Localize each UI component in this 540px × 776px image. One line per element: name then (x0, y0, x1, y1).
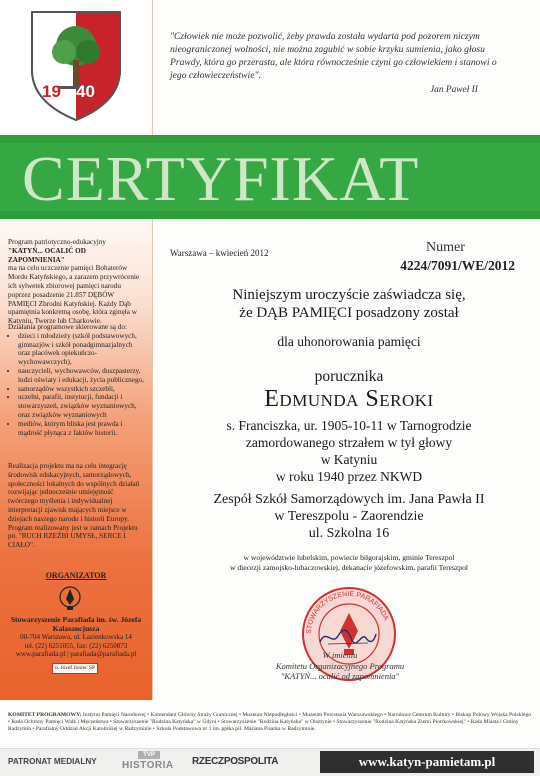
certification-statement (158, 286, 540, 322)
signature (318, 626, 378, 648)
location-line-2: w diecezji zamojsko-lubaczowskiej, dekanacie józefowskim, parafii Tereszpol (229, 563, 468, 572)
organizer-phone: tel. (22) 6251055, fax: (22) 6250873 (24, 641, 128, 650)
statement-line-1: Niniejszym uroczyście zaświadcza się, (232, 287, 466, 303)
bio-line-4: w roku 1940 przez NKWD (275, 469, 423, 484)
honoree-bio (158, 417, 540, 485)
list-item: • dzieci i młodzieży (szkół podstawowych, gimnazjów i szkół ponadgimnazjalnych oraz placówek opiekuńczo-wychowawczych), (18, 332, 144, 367)
katyn-shield-logo (28, 10, 124, 122)
bio-line-2: zamordowanego strzałem w tył głowy (245, 435, 453, 450)
logo-year-left: 19 (42, 82, 61, 101)
organizer-address: 00-704 Warszawa, ul. Łazienkowska 14 (20, 633, 132, 641)
list-item: • uczelni, parafii, instytucji, fundacji i stowarzyszeń, związków wyznaniowych, oraz związków wyznaniowych (18, 393, 144, 419)
logo-year-right: 40 (76, 82, 95, 101)
rzeczpospolita-logo: RZECZPOSPOLITA (192, 756, 279, 767)
sidebar-intro-body: ma na celu uczczenie pamięci Bohaterów Mordu Katyńskiego, a zarazem przywrócenie ich sylwetek zbiorowej pamięci narodu poprzez posadzenie 21.857 DĘBÓW PAMIĘCI Zbrodni Katyńskiej. Każdy Dąb upamiętnia konkretną osobę, która zginęła w Katyniu, Twerze lub Charkowie. (8, 264, 140, 326)
sidebar-intro (8, 238, 144, 326)
school-line-1: Zespół Szkół Samorządowych im. Jana Pawła II (213, 492, 485, 507)
list-item: • mediów, którym bliska jest prawda i mądrość płynąca z faktów historii. (18, 420, 144, 438)
location-info (158, 553, 540, 573)
organizer-sponsor: o. Józef Joniec SP (52, 663, 98, 674)
organizer-name: Stowarzyszenie Parafiada im. św. Józefa Kalasancjusza (10, 615, 142, 633)
number-label: Numer (426, 240, 465, 255)
sidebar-actions-list (8, 332, 144, 438)
committee-members: Instytut Pamięci Narodowej • Komendant Główny Straży Granicznej • Muzeum Niepodległości • Muzeum Powstania Warszawskiego • Narodowe Centrum Kultury • Biskup Polowy Wojska Polskiego • Rada Ochrony Pamięci Walk i Męczeństwa • Stowarzyszenie "Rodzina Katyńska" w Gdyni • Stowarzyszenie "Rodzina Katyńska" w Olsztynie • Stowarzyszenie "Rodzina Katyńska Ziemi Piotrkowskiej" • Rada Miasta i Gminy Radzymin • Parafialny Oddział Akcji Katolickiej w Radzyminie • Szkoła Podstawowa nr 1 im. ppłka pil. Mariana Pisarka w Radzyminie. (8, 712, 532, 732)
bio-line-1: s. Franciszka, ur. 1905-10-11 w Tarnogrodzie (226, 418, 472, 433)
sidebar-program-title: "KATYŃ... OCALIĆ OD ZAPOMNIENIA" (8, 246, 86, 264)
caption-line-1: W imieniu (322, 650, 358, 660)
place-date: Warszawa – kwiecień 2012 (170, 248, 269, 258)
organizer-web: www.parafiada.pl | parafiada@parafiada.pl (15, 650, 137, 658)
program-committee (8, 712, 532, 733)
statement-line-2: że DĄB PAMIĘCI posadzony został (239, 305, 459, 321)
organizer-details (8, 616, 144, 659)
sidebar-actions (8, 323, 144, 437)
location-line-1: w województwie lubelskim, powiecie biłgorajskim, gminie Tereszpol (243, 553, 455, 562)
school-line-2: w Tereszpolu - Zaorendzie (274, 509, 424, 524)
signature-caption (170, 650, 510, 682)
school-line-3: ul. Szkolna 16 (308, 526, 390, 541)
bio-line-3: w Katyniu (320, 452, 378, 467)
organizer-heading: ORGANIZATOR (45, 571, 107, 580)
seal-ring-text: STOWARZYSZENIE PARAFIADA (305, 590, 390, 635)
certificate-number: 4224/7091/WE/2012 (400, 258, 515, 273)
parafiada-emblem-icon (58, 585, 82, 611)
media-patron-label: PATRONAT MEDIALNY (8, 757, 97, 766)
tvp-historia-logo: HISTORIA (122, 760, 174, 771)
sidebar-actions-heading: Działania programowe skierowane są do: (8, 323, 127, 331)
list-item: • samorządów wszystkich szczebli, (18, 385, 144, 394)
list-item: • nauczycieli, wychowawców, duszpasterzy, ludzi oświaty i edukacji, życia publicznego, (18, 367, 144, 385)
quote-author: Jan Paweł II (430, 85, 478, 95)
website-url[interactable]: www.katyn-pamietam.pl (320, 751, 534, 773)
certificate-title: CERTYFIKAT (22, 143, 420, 214)
honoree-name: Edmunda Seroki (264, 386, 434, 412)
honor-line: dla uhonorowania pamięci (277, 334, 421, 349)
quote-text: "Człowiek nie może pozwolić, żeby prawda została wydarta pod pozorem niczym nieograniczonej wolności, nie można zagubić w sobie krzyku sumienia, jako głosu Prawdy, która go przerasta, ale która równocześnie czyni go człowiekiem i stanowi o jego człowieczeństwie". (170, 31, 497, 81)
caption-line-3: "KATYŃ... ocalić od zapomnienia" (280, 671, 400, 681)
rank: porucznika (314, 368, 384, 385)
tvp-logo-top: TVP (138, 751, 160, 759)
sidebar-realization: Realizacja projektu ma na celu integrację środowisk edukacyjnych, samorządowych, społeczności lokalnych do wspólnych działań rozwijając jednocześnie umiejętność twórczego myślenia i indywidualnej interpretacji zjawisk mających miejsce w dziejach naszego narodu i historii Europy. Program realizowany jest w ramach Projektu pn. "RUCH RZEŹBI UMYSŁ, SERCE I CIAŁO". (8, 462, 140, 550)
caption-line-2: Komitetu Organizacyjnego Programu (275, 660, 405, 671)
committee-label: KOMITET PROGRAMOWY: (8, 712, 82, 718)
school-info (158, 491, 540, 542)
sidebar-intro-line: Program patriotyczno-edukacyjny (8, 238, 106, 246)
